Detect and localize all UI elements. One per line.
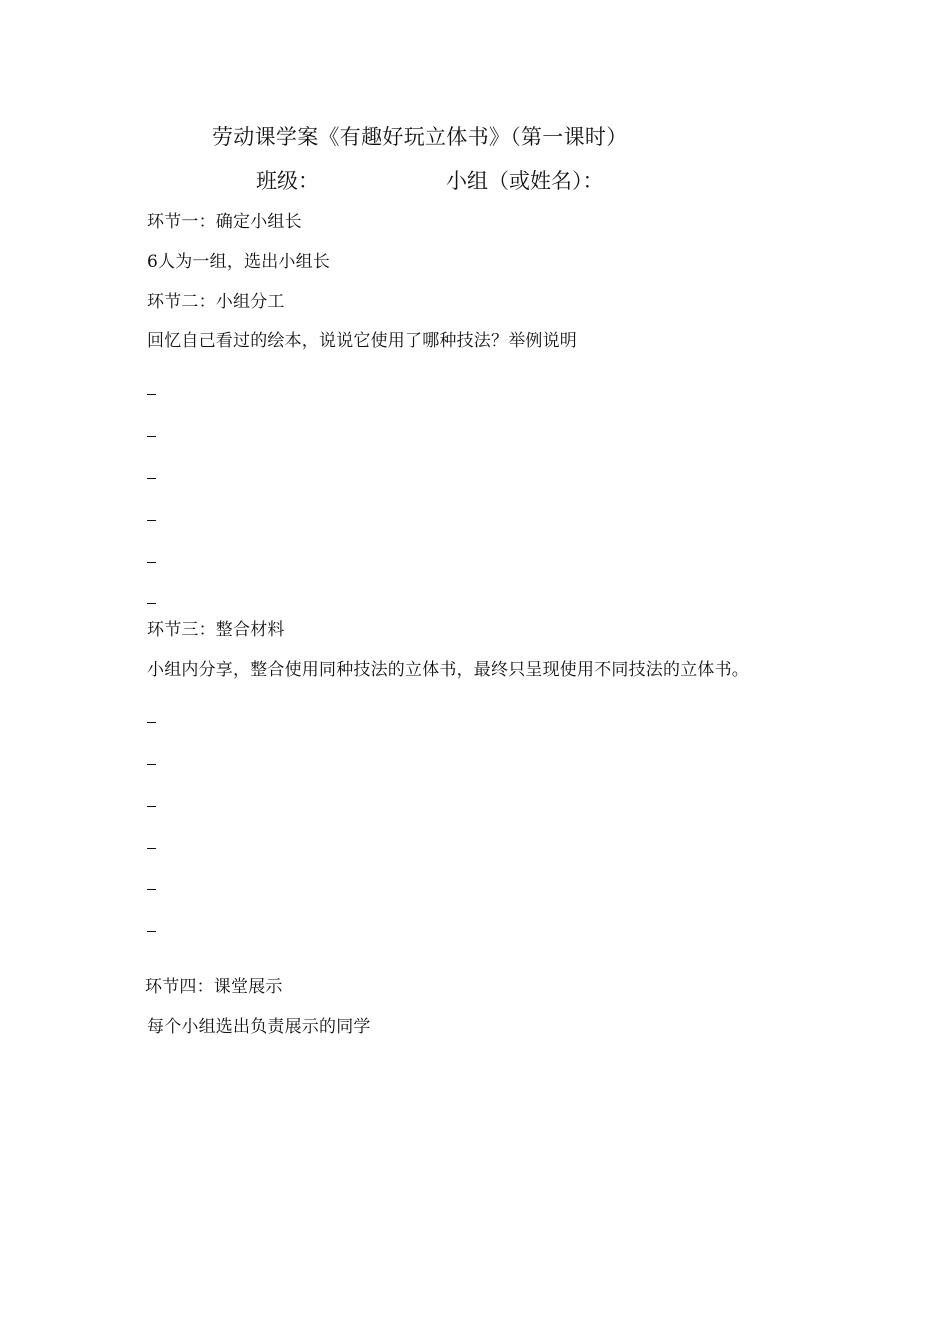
answer-line xyxy=(147,889,156,890)
answer-line xyxy=(147,848,156,849)
section-4-body: 每个小组选出负责展示的同学 xyxy=(147,1017,371,1037)
section-4-heading: 环节四：课堂展示 xyxy=(145,977,283,997)
answer-line xyxy=(147,931,156,932)
answer-line xyxy=(147,562,156,563)
section-2-body: 回忆自己看过的绘本，说说它使用了哪种技法？举例说明 xyxy=(147,331,577,351)
answer-line xyxy=(147,478,156,479)
section-1-body: 6人为一组，选出小组长 xyxy=(147,252,331,272)
answer-line xyxy=(147,806,156,807)
section-3-heading: 环节三：整合材料 xyxy=(147,620,285,640)
section-3-body: 小组内分享，整合使用同种技法的立体书，最终只呈现使用不同技法的立体书。 xyxy=(147,660,749,680)
class-label: 班级： xyxy=(256,169,319,193)
answer-line xyxy=(147,764,156,765)
document-title: 劳动课学案《有趣好玩立体书》（第一课时） xyxy=(212,125,628,149)
group-name-label: 小组（或姓名）： xyxy=(446,169,604,193)
section-1-heading: 环节一：确定小组长 xyxy=(147,212,302,232)
answer-line xyxy=(147,394,156,395)
answer-line xyxy=(147,520,156,521)
answer-line xyxy=(147,603,156,604)
section-2-heading: 环节二：小组分工 xyxy=(147,292,285,312)
answer-line xyxy=(147,722,156,723)
answer-line xyxy=(147,436,156,437)
